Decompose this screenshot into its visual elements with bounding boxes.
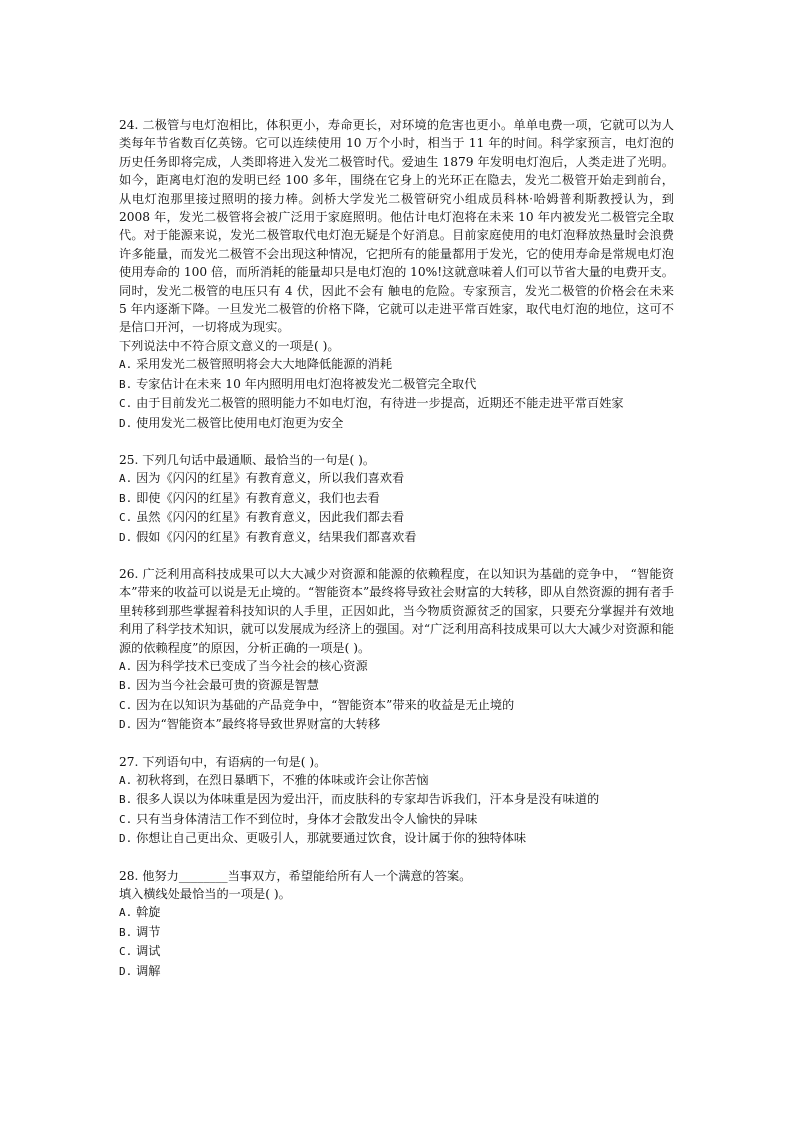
option-a[interactable] bbox=[119, 469, 674, 488]
option-text: 采用发光二极管照明将会大大地降低能源的消耗 bbox=[136, 357, 393, 372]
option-text: 初秋将到，在烈日暴晒下，不雅的体味或许会让你苦恼 bbox=[136, 773, 429, 787]
option-d[interactable] bbox=[119, 528, 674, 547]
option-text: 因为科学技术已变成了当今社会的核心资源 bbox=[136, 658, 368, 673]
option-d[interactable] bbox=[119, 414, 674, 433]
question-stem: 27. 下列语句中，有语病的一句是( )。 bbox=[119, 754, 327, 769]
option-b[interactable] bbox=[119, 923, 674, 942]
option-letter: C. bbox=[119, 945, 133, 959]
option-a[interactable] bbox=[119, 355, 674, 374]
question-25 bbox=[119, 451, 674, 547]
option-text: 调节 bbox=[136, 924, 161, 939]
option-a[interactable] bbox=[119, 657, 674, 676]
option-letter: B. bbox=[119, 377, 133, 391]
option-letter: A. bbox=[119, 906, 133, 920]
question-27 bbox=[119, 753, 674, 849]
option-letter: C. bbox=[119, 698, 133, 712]
option-text: 由于目前发光二极管的照明能力不如电灯泡，有待进一步提高，近期还不能走进平常百姓家 bbox=[136, 396, 624, 411]
option-a[interactable] bbox=[119, 903, 674, 922]
option-text: 因为《闪闪的红星》有教育意义，所以我们喜欢看 bbox=[136, 471, 405, 486]
question-stem: 下列说法中不符合原文意义的一项是( )。 bbox=[119, 338, 340, 353]
question-passage: 26. 广泛利用高科技成果可以大大减少对资源和能源的依赖程度，在以知识为基础的竞争中， “智能资本”带来的收益可以说是无止境的。“智能资本”最终将导致社会财富的大转移，即从自然资源的拥有者手里转移到那些掌握着科技知识的人手里，正因如此，当今物质资源贫乏的国家，只要充分掌握并有效地利用了科学技术知识，就可以发展成为经济上的强国。对“广泛利用高科技成果可以大大减少对资源和能源的依赖程度”的原因，分析正确的一项是( )。 bbox=[119, 566, 674, 655]
option-text: 虽然《闪闪的红星》有教育意义，因此我们都去看 bbox=[136, 510, 405, 525]
question-26 bbox=[119, 565, 674, 735]
option-d[interactable] bbox=[119, 962, 674, 981]
option-text: 你想让自己更出众、更吸引人，那就要通过饮食，设计属于你的独特体味 bbox=[136, 831, 527, 846]
option-b[interactable] bbox=[119, 489, 674, 508]
option-text: 专家估计在未来 10 年内照明用电灯泡将被发光二极管完全取代 bbox=[136, 376, 477, 391]
option-text: 很多人误以为体味重是因为爱出汗，而皮肤科的专家却告诉我们，汗本身是没有味道的 bbox=[136, 792, 600, 807]
exam-page bbox=[119, 116, 674, 999]
option-d[interactable] bbox=[119, 715, 674, 734]
option-text: 使用发光二极管比使用电灯泡更为安全 bbox=[136, 415, 344, 430]
option-text: 因为在以知识为基础的产品竞争中，“智能资本”带来的收益是无止境的 bbox=[136, 697, 515, 712]
option-c[interactable] bbox=[119, 394, 674, 413]
option-text: 调解 bbox=[136, 963, 161, 978]
option-b[interactable] bbox=[119, 676, 674, 695]
option-c[interactable] bbox=[119, 696, 674, 715]
option-c[interactable] bbox=[119, 942, 674, 961]
option-d[interactable] bbox=[119, 829, 674, 848]
question-stem: 25. 下列几句话中最通顺、最恰当的一句是( )。 bbox=[119, 452, 376, 467]
question-passage: 24. 二极管与电灯泡相比，体积更小，寿命更长，对环境的危害也更小。单单电费一项，它就可以为人类每年节省数百亿英镑。它可以连续使用 10 万个小时，相当于 11 年的时间。科学家预言，电灯泡的历史任务即将完成，人类即将进入发光二极管时代。爱迪生 1879 年发明电灯泡后，人类走进了光明。如今，距离电灯泡的发明已经 100 多年，围绕在它身上的光环正在隐去，发光二极管开始走到前台，从电灯泡那里接过照明的接力棒。剑桥大学发光二极管研究小组成员科林·哈姆普利斯教授认为，到 2008 年，发光二极管将会被广泛用于家庭照明。他估计电灯泡将在未来 10 年内被发光二极管完全取代。对于能源来说，发光二极管取代电灯泡无疑是个好消息。目前家庭使用的电灯泡释放热量时会浪费许多能量，而发光二极管不会出现这种情况，它把所有的能量都用于发光，它的使用寿命是常规电灯泡使用寿命的 100 倍，而所消耗的能量却只是电灯泡的 10%!这就意味着人们可以节省大量的电费开支。同时，发光二极管的电压只有 4 伏，因此不会有 触电的危险。专家预言，发光二极管的价格会在未来 5 年内逐渐下降。一旦发光二极管的价格下降，它就可以走进平常百姓家，取代电灯泡的地位，这可不是信口开河，一切将成为现实。 bbox=[119, 118, 674, 335]
question-stem-secondary: 填入横线处最恰当的一项是( )。 bbox=[119, 887, 291, 902]
option-letter: A. bbox=[119, 472, 133, 486]
option-letter: D. bbox=[119, 416, 133, 430]
option-letter: A. bbox=[119, 659, 133, 673]
option-a[interactable] bbox=[119, 771, 674, 790]
option-c[interactable] bbox=[119, 508, 674, 527]
option-text: 假如《闪闪的红星》有教育意义，结果我们都喜欢看 bbox=[136, 529, 417, 544]
option-text: 只有当身体清洁工作不到位时，身体才会散发出令人愉快的异味 bbox=[136, 811, 478, 826]
option-letter: D. bbox=[119, 964, 133, 978]
option-letter: B. bbox=[119, 491, 133, 505]
option-text: 调试 bbox=[136, 944, 161, 959]
option-letter: C. bbox=[119, 812, 133, 826]
option-letter: C. bbox=[119, 511, 133, 525]
question-28 bbox=[119, 867, 674, 981]
option-letter: A. bbox=[119, 774, 133, 787]
option-letter: B. bbox=[119, 679, 133, 693]
option-letter: D. bbox=[119, 718, 133, 732]
option-b[interactable] bbox=[119, 375, 674, 394]
option-text: 因为当今社会最可贵的资源是智慧 bbox=[136, 678, 319, 693]
option-letter: C. bbox=[119, 397, 133, 411]
option-text: 斡旋 bbox=[136, 905, 161, 920]
option-letter: B. bbox=[119, 925, 133, 939]
option-letter: D. bbox=[119, 832, 133, 846]
question-stem: 28. 他努力________当事双方，希望能给所有人一个满意的答案。 bbox=[119, 868, 472, 883]
option-b[interactable] bbox=[119, 790, 674, 809]
option-c[interactable] bbox=[119, 810, 674, 829]
option-letter: B. bbox=[119, 793, 133, 807]
option-text: 即使《闪闪的红星》有教育意义，我们也去看 bbox=[136, 490, 380, 505]
option-letter: D. bbox=[119, 530, 133, 544]
question-24 bbox=[119, 116, 674, 433]
option-text: 因为“智能资本”最终将导致世界财富的大转移 bbox=[136, 717, 381, 732]
option-letter: A. bbox=[119, 358, 133, 372]
